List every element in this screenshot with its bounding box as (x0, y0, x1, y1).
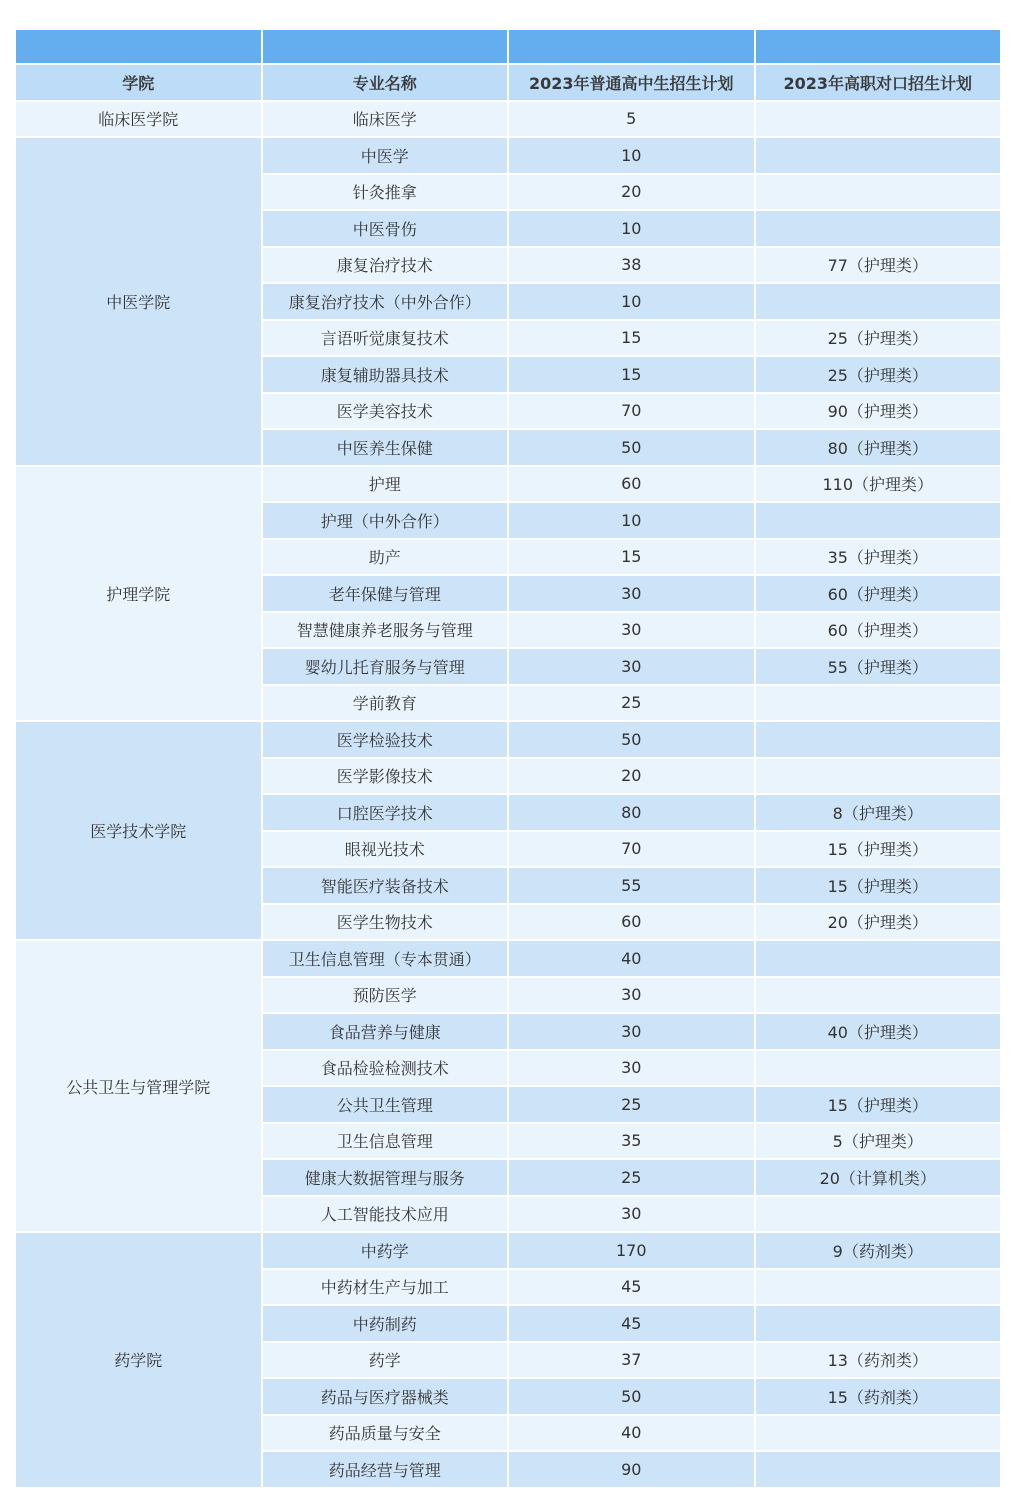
hs-plan-cell: 38 (509, 248, 754, 283)
hs-plan-cell: 70 (509, 394, 754, 429)
vocational-plan-cell: 8（护理类） (756, 795, 1001, 830)
top-band-cell (263, 30, 508, 63)
major-cell: 药品质量与安全 (263, 1416, 508, 1451)
hs-plan-cell: 30 (509, 978, 754, 1013)
vocational-plan-cell (756, 1051, 1001, 1086)
header-major: 专业名称 (263, 65, 508, 100)
major-cell: 医学生物技术 (263, 905, 508, 940)
major-cell: 护理 (263, 467, 508, 502)
hs-plan-cell: 30 (509, 1197, 754, 1232)
vocational-plan-cell (756, 686, 1001, 721)
major-cell: 临床医学 (263, 102, 508, 137)
major-cell: 中药材生产与加工 (263, 1270, 508, 1305)
vocational-plan-cell: 25（护理类） (756, 321, 1001, 356)
hs-plan-cell: 30 (509, 1051, 754, 1086)
major-cell: 婴幼儿托育服务与管理 (263, 649, 508, 684)
vocational-plan-cell: 60（护理类） (756, 576, 1001, 611)
vocational-plan-cell (756, 1452, 1001, 1487)
hs-plan-cell: 15 (509, 321, 754, 356)
major-cell: 眼视光技术 (263, 832, 508, 867)
major-cell: 智能医疗装备技术 (263, 868, 508, 903)
top-band-cell (16, 30, 261, 63)
major-cell: 食品营养与健康 (263, 1014, 508, 1049)
vocational-plan-cell (756, 102, 1001, 137)
table-row (16, 722, 1000, 757)
hs-plan-cell: 50 (509, 430, 754, 465)
vocational-plan-cell (756, 211, 1001, 246)
vocational-plan-cell (756, 175, 1001, 210)
hs-plan-cell: 50 (509, 722, 754, 757)
hs-plan-cell: 60 (509, 905, 754, 940)
major-cell: 预防医学 (263, 978, 508, 1013)
hs-plan-cell: 55 (509, 868, 754, 903)
vocational-plan-cell: 15（护理类） (756, 868, 1001, 903)
vocational-plan-cell (756, 503, 1001, 538)
header-vocational-plan: 2023年高职对口招生计划 (756, 65, 1001, 100)
major-cell: 中医骨伤 (263, 211, 508, 246)
major-cell: 食品检验检测技术 (263, 1051, 508, 1086)
major-cell: 针灸推拿 (263, 175, 508, 210)
hs-plan-cell: 15 (509, 357, 754, 392)
vocational-plan-cell (756, 759, 1001, 794)
vocational-plan-cell (756, 284, 1001, 319)
major-cell: 卫生信息管理 (263, 1124, 508, 1159)
major-cell: 老年保健与管理 (263, 576, 508, 611)
vocational-plan-cell: 60（护理类） (756, 613, 1001, 648)
vocational-plan-cell: 20（护理类） (756, 905, 1001, 940)
hs-plan-cell: 40 (509, 1416, 754, 1451)
table-row (16, 102, 1000, 137)
table-row (16, 467, 1000, 502)
vocational-plan-cell (756, 978, 1001, 1013)
hs-plan-cell: 70 (509, 832, 754, 867)
hs-plan-cell: 45 (509, 1270, 754, 1305)
vocational-plan-cell: 15（护理类） (756, 1087, 1001, 1122)
vocational-plan-cell: 110（护理类） (756, 467, 1001, 502)
vocational-plan-cell: 15（药剂类） (756, 1379, 1001, 1414)
major-cell: 药品经营与管理 (263, 1452, 508, 1487)
hs-plan-cell: 15 (509, 540, 754, 575)
hs-plan-cell: 20 (509, 175, 754, 210)
hs-plan-cell: 35 (509, 1124, 754, 1159)
enrollment-plan-table (14, 28, 1002, 1489)
hs-plan-cell: 20 (509, 759, 754, 794)
major-cell: 药学 (263, 1343, 508, 1378)
major-cell: 人工智能技术应用 (263, 1197, 508, 1232)
major-cell: 公共卫生管理 (263, 1087, 508, 1122)
enrollment-table-container (16, 30, 1000, 1487)
hs-plan-cell: 25 (509, 686, 754, 721)
vocational-plan-cell: 13（药剂类） (756, 1343, 1001, 1378)
header-hs-plan: 2023年普通高中生招生计划 (509, 65, 754, 100)
hs-plan-cell: 30 (509, 649, 754, 684)
vocational-plan-cell: 40（护理类） (756, 1014, 1001, 1049)
vocational-plan-cell: 90（护理类） (756, 394, 1001, 429)
major-cell: 医学美容技术 (263, 394, 508, 429)
hs-plan-cell: 37 (509, 1343, 754, 1378)
hs-plan-cell: 25 (509, 1160, 754, 1195)
vocational-plan-cell: 9（药剂类） (756, 1233, 1001, 1268)
vocational-plan-cell (756, 722, 1001, 757)
college-cell: 药学院 (16, 1233, 261, 1487)
top-band-cell (509, 30, 754, 63)
major-cell: 医学影像技术 (263, 759, 508, 794)
hs-plan-cell: 10 (509, 211, 754, 246)
vocational-plan-cell: 35（护理类） (756, 540, 1001, 575)
major-cell: 健康大数据管理与服务 (263, 1160, 508, 1195)
hs-plan-cell: 50 (509, 1379, 754, 1414)
vocational-plan-cell: 20（计算机类） (756, 1160, 1001, 1195)
major-cell: 医学检验技术 (263, 722, 508, 757)
table-row (16, 1233, 1000, 1268)
major-cell: 口腔医学技术 (263, 795, 508, 830)
vocational-plan-cell (756, 138, 1001, 173)
vocational-plan-cell: 5（护理类） (756, 1124, 1001, 1159)
hs-plan-cell: 10 (509, 503, 754, 538)
table-body (16, 102, 1000, 1487)
hs-plan-cell: 10 (509, 138, 754, 173)
table-row (16, 138, 1000, 173)
top-band-cell (756, 30, 1001, 63)
major-cell: 康复辅助器具技术 (263, 357, 508, 392)
hs-plan-cell: 30 (509, 576, 754, 611)
major-cell: 护理（中外合作） (263, 503, 508, 538)
hs-plan-cell: 60 (509, 467, 754, 502)
major-cell: 中医养生保健 (263, 430, 508, 465)
vocational-plan-cell: 80（护理类） (756, 430, 1001, 465)
major-cell: 中医学 (263, 138, 508, 173)
hs-plan-cell: 25 (509, 1087, 754, 1122)
major-cell: 中药学 (263, 1233, 508, 1268)
vocational-plan-cell: 77（护理类） (756, 248, 1001, 283)
hs-plan-cell: 80 (509, 795, 754, 830)
college-cell: 护理学院 (16, 467, 261, 721)
vocational-plan-cell (756, 1270, 1001, 1305)
hs-plan-cell: 40 (509, 941, 754, 976)
header-college: 学院 (16, 65, 261, 100)
vocational-plan-cell (756, 1306, 1001, 1341)
major-cell: 学前教育 (263, 686, 508, 721)
major-cell: 言语听觉康复技术 (263, 321, 508, 356)
major-cell: 药品与医疗器械类 (263, 1379, 508, 1414)
hs-plan-cell: 10 (509, 284, 754, 319)
hs-plan-cell: 90 (509, 1452, 754, 1487)
vocational-plan-cell (756, 941, 1001, 976)
major-cell: 助产 (263, 540, 508, 575)
college-cell: 医学技术学院 (16, 722, 261, 939)
major-cell: 康复治疗技术（中外合作） (263, 284, 508, 319)
vocational-plan-cell: 55（护理类） (756, 649, 1001, 684)
hs-plan-cell: 30 (509, 613, 754, 648)
vocational-plan-cell: 25（护理类） (756, 357, 1001, 392)
major-cell: 智慧健康养老服务与管理 (263, 613, 508, 648)
hs-plan-cell: 5 (509, 102, 754, 137)
college-cell: 中医学院 (16, 138, 261, 465)
table-top-band (16, 30, 1000, 63)
vocational-plan-cell (756, 1197, 1001, 1232)
major-cell: 中药制药 (263, 1306, 508, 1341)
major-cell: 康复治疗技术 (263, 248, 508, 283)
vocational-plan-cell (756, 1416, 1001, 1451)
major-cell: 卫生信息管理（专本贯通） (263, 941, 508, 976)
hs-plan-cell: 30 (509, 1014, 754, 1049)
college-cell: 公共卫生与管理学院 (16, 941, 261, 1231)
hs-plan-cell: 170 (509, 1233, 754, 1268)
vocational-plan-cell: 15（护理类） (756, 832, 1001, 867)
hs-plan-cell: 45 (509, 1306, 754, 1341)
table-header-row (16, 65, 1000, 100)
college-cell: 临床医学院 (16, 102, 261, 137)
table-row (16, 941, 1000, 976)
